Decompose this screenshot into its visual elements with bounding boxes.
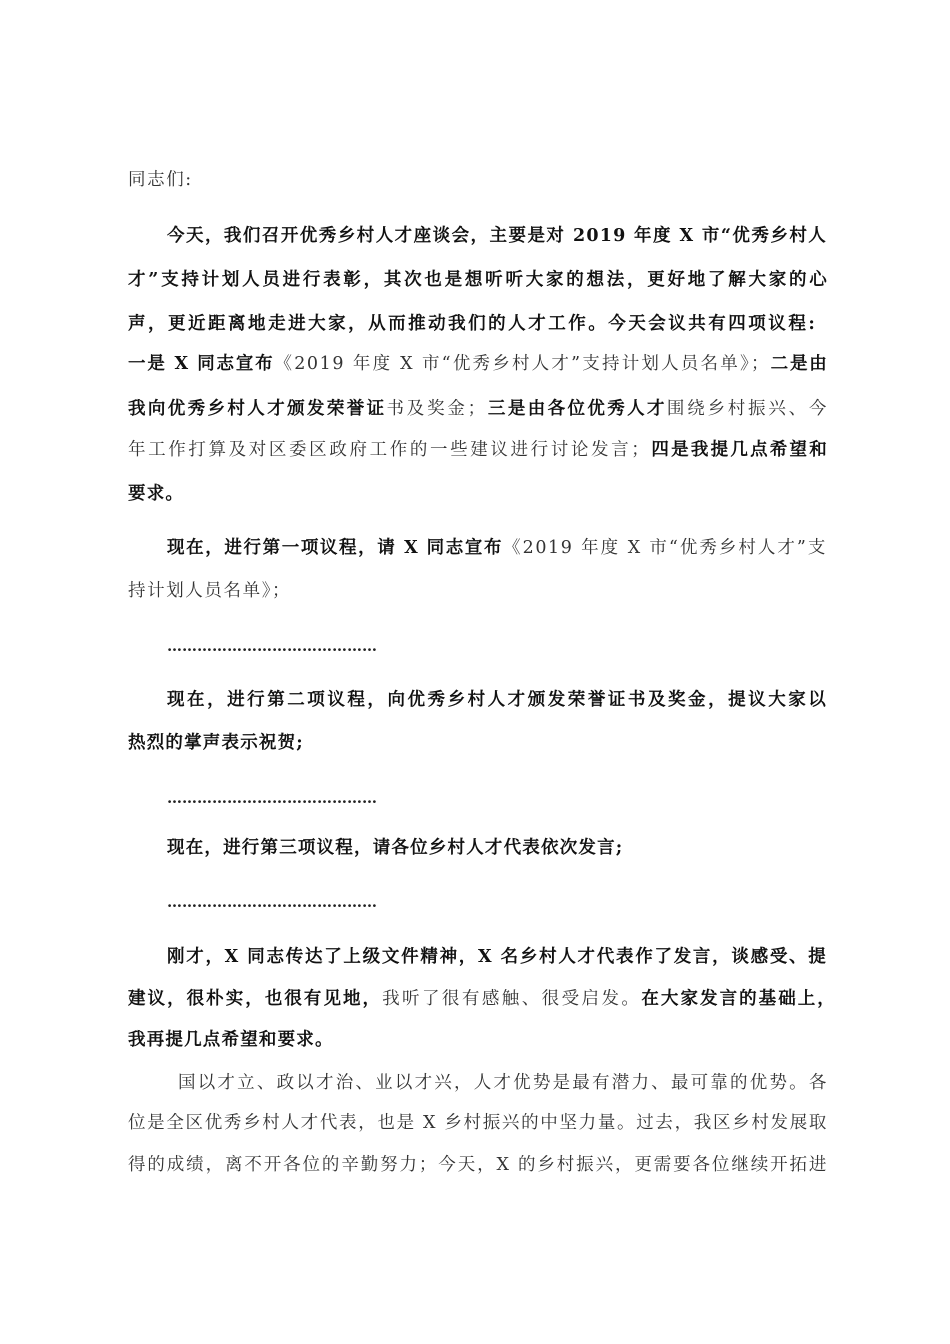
agenda-step-1-lead: 现在，进行第一项议程，请 X 同志宣布 bbox=[167, 538, 504, 558]
paragraph-3-line-1: 现在，进行第二项议程，向优秀乡村人才颁发荣誉证书及奖金，提议大家以 bbox=[167, 690, 827, 710]
paragraph-6-line-2: 位是全区优秀乡村人才代表，也是 X 乡村振兴的中坚力量。过去，我区乡村发展取 bbox=[128, 1113, 828, 1133]
comment-lead: 建议，很朴实，也很有见地， bbox=[128, 989, 383, 1009]
paragraph-4-line-1: 现在，进行第三项议程，请各位乡村人才代表依次发言; bbox=[167, 838, 624, 858]
agenda-item-2-label: 二是由 bbox=[770, 354, 829, 374]
paragraph-5-line-2 bbox=[128, 987, 836, 1011]
agenda-item-2-text: 我向优秀乡村人才颁发荣誉证 bbox=[128, 399, 387, 419]
agenda-item-3-text: 围绕乡村振兴、今 bbox=[666, 399, 828, 419]
paragraph-6-line-1: 国以才立、政以才治、业以才兴，人才优势是最有潜力、最可靠的优势。各 bbox=[178, 1073, 828, 1093]
paragraph-5-line-3: 我再提几点希望和要求。 bbox=[128, 1030, 334, 1050]
agenda-item-4-label: 四是我提几点希望和 bbox=[650, 440, 828, 460]
agenda-item-2-tail: 书及奖金； bbox=[386, 399, 487, 419]
paragraph-2-line-1 bbox=[167, 536, 827, 560]
paragraph-1-line-2: 才”支持计划人员进行表彰，其次也是想听听大家的想法，更好地了解大家的心 bbox=[128, 270, 828, 290]
greeting: 同志们: bbox=[128, 170, 193, 190]
list-title: 《2019 年度 X 市“优秀乡村人才”支持计划人员名单》； bbox=[274, 354, 771, 374]
comment-impression: 我听了很有感触、很受启发。 bbox=[382, 989, 642, 1009]
paragraph-1-line-6 bbox=[128, 438, 828, 462]
paragraph-5-line-1: 刚才，X 同志传达了上级文件精神，X 名乡村人才代表作了发言，谈感受、提 bbox=[167, 947, 827, 967]
agenda-step-1-title: 《2019 年度 X 市“优秀乡村人才”支 bbox=[503, 538, 827, 558]
ellipsis-divider-1: …………………………………… bbox=[167, 637, 377, 655]
paragraph-3-line-2: 热烈的掌声表示祝贺; bbox=[128, 733, 304, 753]
agenda-item-3-tail: 年工作打算及对区委区政府工作的一些建议进行讨论发言； bbox=[128, 440, 651, 460]
paragraph-1-line-1: 今天，我们召开优秀乡村人才座谈会，主要是对 2019 年度 X 市“优秀乡村人 bbox=[167, 226, 827, 246]
paragraph-1-line-5 bbox=[128, 397, 828, 421]
paragraph-6-line-3: 得的成绩，离不开各位的辛勤努力；今天，X 的乡村振兴，更需要各位继续开拓进 bbox=[128, 1155, 828, 1175]
ellipsis-divider-3: …………………………………… bbox=[167, 893, 377, 911]
agenda-item-1-label: 一是 X 同志宣布 bbox=[128, 354, 275, 374]
paragraph-2-line-2: 持计划人员名单》； bbox=[128, 581, 292, 601]
ellipsis-divider-2: …………………………………… bbox=[167, 789, 377, 807]
paragraph-1-line-3: 声，更近距离地走进大家，从而推动我们的人才工作。今天会议共有四项议程: bbox=[128, 314, 816, 334]
agenda-item-3-label: 三是由各位优秀人才 bbox=[486, 399, 667, 419]
paragraph-1-line-7: 要求。 bbox=[128, 484, 185, 504]
paragraph-1-line-4 bbox=[128, 352, 828, 376]
comment-transition: 在大家发言的基础上， bbox=[641, 989, 836, 1009]
